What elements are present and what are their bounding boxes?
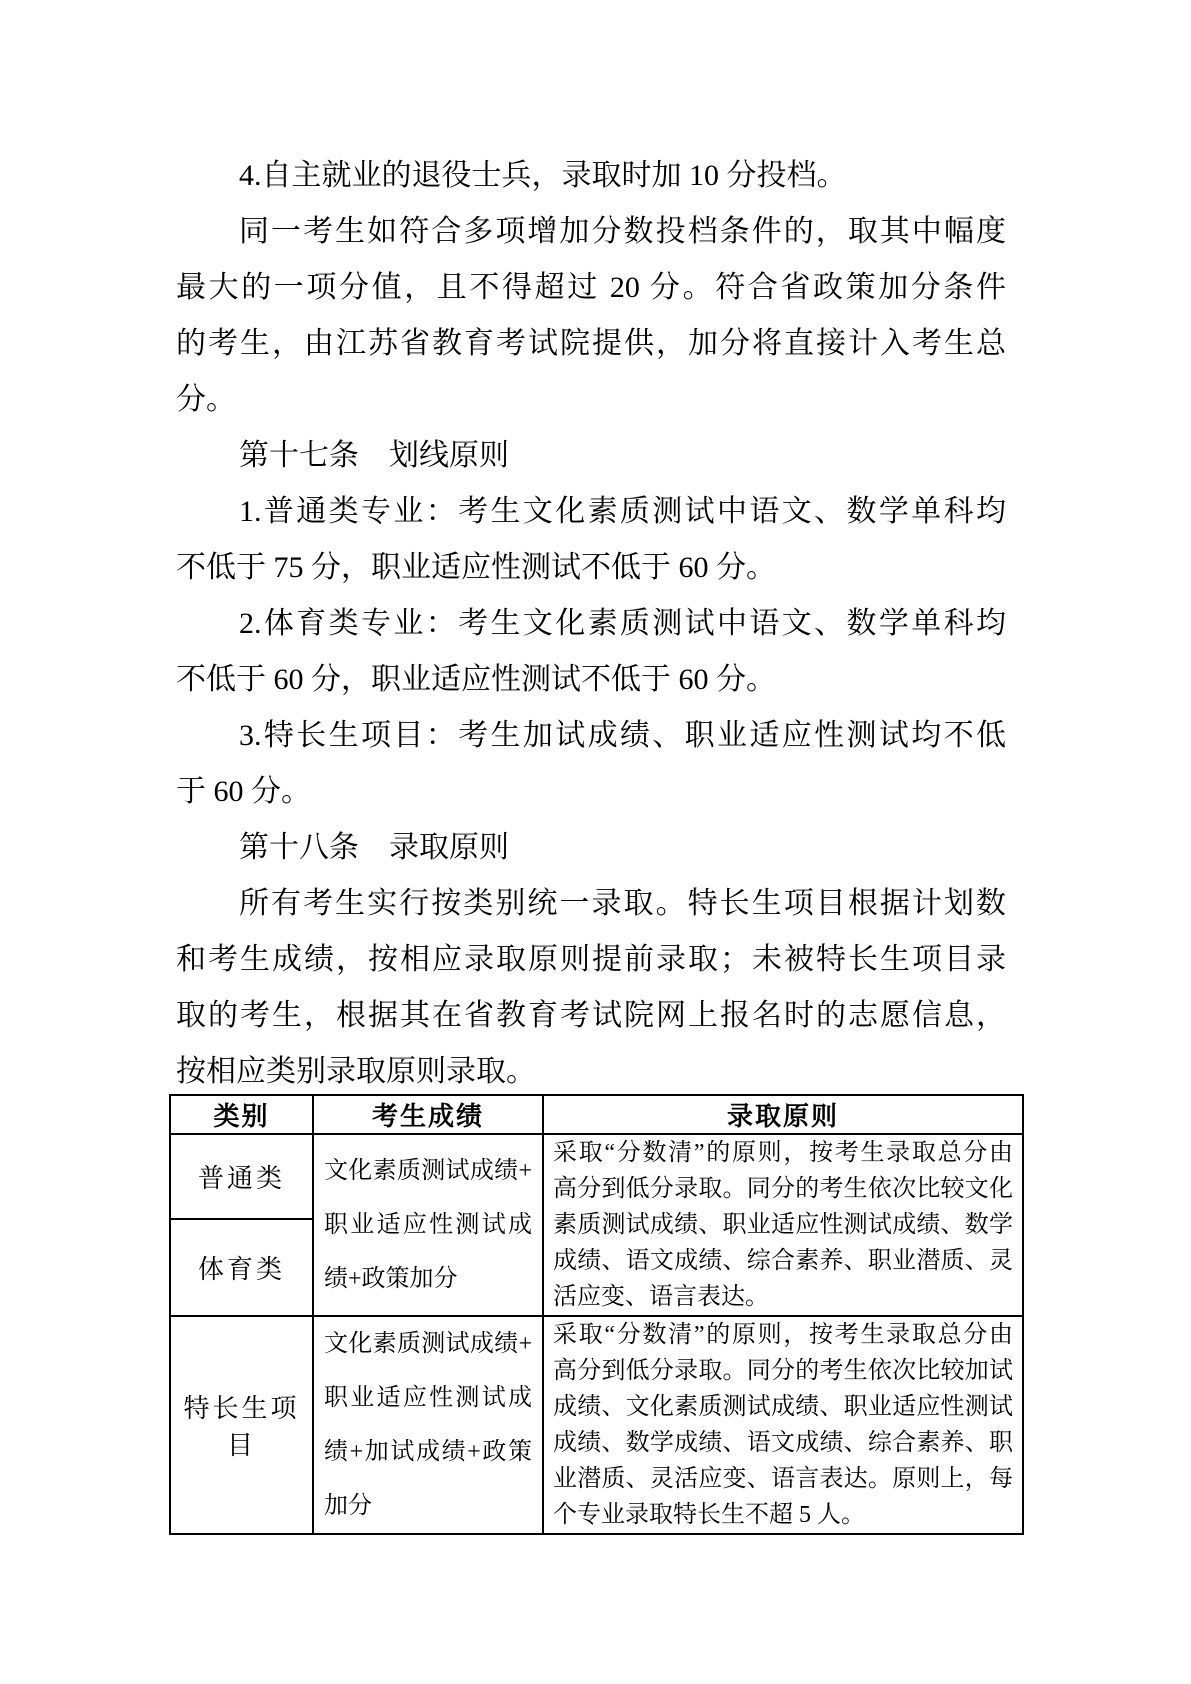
table-row [170, 1134, 1023, 1219]
text-line: 第十七条 划线原则 [239, 439, 509, 472]
paragraph [176, 204, 1006, 428]
paragraph [176, 596, 1006, 708]
text-line: 职业适应性测试成 [324, 1212, 532, 1238]
table-header-row [170, 1095, 1023, 1134]
col-header-score: 考生成绩 [313, 1095, 543, 1134]
text-line: 第十八条 录取原则 [239, 831, 509, 864]
text-line: 高分到低分录取。同分的考生依次比较加试 [553, 1358, 1013, 1384]
principle-cell [543, 1134, 1023, 1316]
paragraph [176, 148, 1006, 204]
text-line: 和考生成绩，按相应录取原则提前录取；未被特长生项目录 [176, 943, 1006, 976]
col-header-principle: 录取原则 [543, 1095, 1023, 1134]
text-line: 分。 [176, 383, 236, 416]
text-line: 的考生，由江苏省教育考试院提供，加分将直接计入考生总 [176, 327, 1006, 360]
text-line: 成绩、语文成绩、综合素养、职业潜质、灵 [553, 1248, 1013, 1274]
category-cell: 体育类 [170, 1219, 313, 1316]
text-line: 成绩、数学成绩、语文成绩、综合素养、职 [553, 1430, 1013, 1456]
body-paragraphs [176, 148, 1006, 1100]
category-cell: 普通类 [170, 1134, 313, 1219]
text-line: 个专业录取特长生不超 5 人。 [553, 1502, 865, 1528]
text-line: 不低于 75 分，职业适应性测试不低于 60 分。 [176, 551, 776, 584]
paragraph [176, 484, 1006, 596]
text-line: 文化素质测试成绩+ [324, 1158, 532, 1184]
category-cell: 特长生项目 [170, 1316, 313, 1534]
text-line: 绩+政策加分 [324, 1266, 458, 1292]
text-line: 高分到低分录取。同分的考生依次比较文化 [553, 1176, 1013, 1202]
paragraph [176, 820, 1006, 876]
text-line: 绩+加试成绩+政策 [324, 1439, 532, 1465]
text-line: 不低于 60 分，职业适应性测试不低于 60 分。 [176, 663, 776, 696]
score-cell [313, 1134, 543, 1316]
text-line: 取的考生，根据其在省教育考试院网上报名时的志愿信息， [176, 999, 1006, 1032]
text-line: 最大的一项分值，且不得超过 20 分。符合省政策加分条件 [176, 271, 1006, 304]
principle-cell [543, 1316, 1023, 1534]
text-line: 素质测试成绩、职业适应性测试成绩、数学 [553, 1212, 1013, 1238]
text-line: 1.普通类专业：考生文化素质测试中语文、数学单科均 [239, 495, 1006, 528]
text-line: 采取“分数清”的原则，按考生录取总分由 [553, 1140, 1013, 1166]
text-line: 4.自主就业的退役士兵，录取时加 10 分投档。 [239, 159, 847, 192]
text-line: 采取“分数清”的原则，按考生录取总分由 [553, 1322, 1013, 1348]
text-line: 职业适应性测试成 [324, 1385, 532, 1411]
text-line: 于 60 分。 [176, 775, 311, 808]
paragraph [176, 876, 1006, 1100]
text-line: 活应变、语言表达。 [553, 1284, 769, 1310]
score-cell [313, 1316, 543, 1534]
document-content [176, 148, 1013, 1535]
text-line: 加分 [324, 1493, 372, 1519]
admission-rules-table [169, 1094, 1024, 1535]
text-line: 文化素质测试成绩+ [324, 1331, 532, 1357]
text-line: 按相应类别录取原则录取。 [176, 1055, 536, 1088]
text-line: 3.特长生项目：考生加试成绩、职业适应性测试均不低 [239, 719, 1006, 752]
paragraph [176, 428, 1006, 484]
text-line: 同一考生如符合多项增加分数投档条件的，取其中幅度 [239, 215, 1006, 248]
text-line: 2.体育类专业：考生文化素质测试中语文、数学单科均 [239, 607, 1006, 640]
text-line: 所有考生实行按类别统一录取。特长生项目根据计划数 [239, 887, 1006, 920]
paragraph [176, 708, 1006, 820]
table-row [170, 1316, 1023, 1534]
text-line: 成绩、文化素质测试成绩、职业适应性测试 [553, 1394, 1013, 1420]
text-line: 业潜质、灵活应变、语言表达。原则上，每 [553, 1466, 1013, 1492]
col-header-category: 类别 [170, 1095, 313, 1134]
